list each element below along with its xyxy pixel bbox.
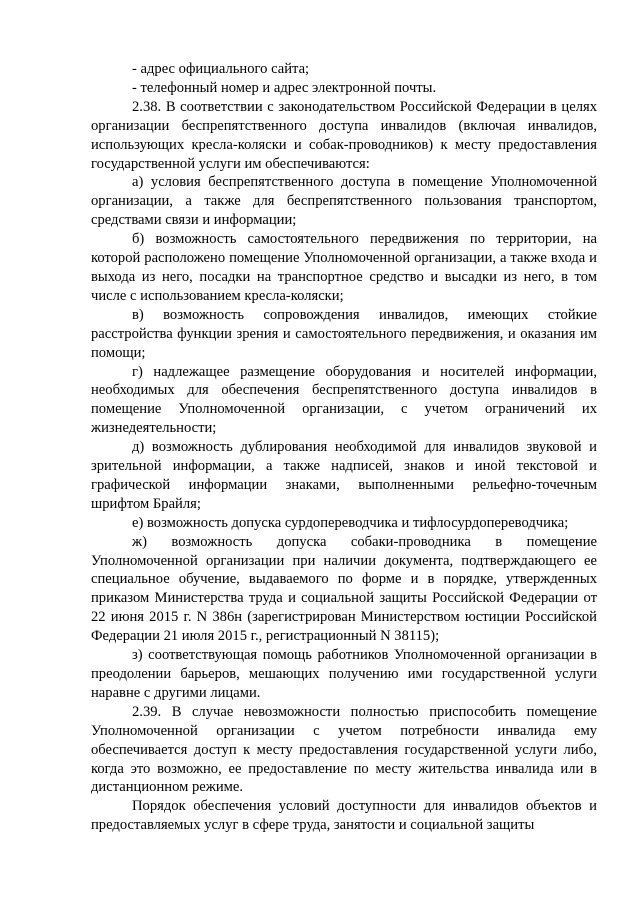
paragraph-2-38-a: а) условия беспрепятственного доступа в помещение Уполномоченной организации, а также для беспрепятственного пользования транспортом, средствами связи и информации; (91, 174, 597, 229)
paragraph-2-38: 2.38. В соответствии с законодательством Российской Федерации в целях организации беспрепятственного доступа инвалидов (включая инвалидов, использующих кресла-коляски и собак-проводников) к месту предоставления государственной услуги им обеспечиваются: (91, 98, 597, 172)
paragraph-2-38-e: е) возможность допуска сурдопереводчика и тифлосурдопереводчика; (132, 514, 569, 531)
paragraph-2-38-zh: ж) возможность допуска собаки-проводника в помещение Уполномоченной организации при наличии документа, подтверждающего ее специальное обучение, выдаваемого по форме и в порядке, утвержденных приказом Министерства труда и социальной защиты Российской Федерации от 22 июня 2015 г. N 386н (зарегистрирован Министерством юстиции Российской Федерации 21 июля 2015 г., регистрационный N 38115); (91, 533, 597, 645)
paragraph-2-39: 2.39. В случае невозможности полностью приспособить помещение Уполномоченной организации с учетом потребности инвалида ему обеспечивается доступ к месту предоставления государственной услуги либо, когда это возможно, ее предоставление по месту жительства инвалида или в дистанционном режиме. (91, 703, 597, 796)
document-body (91, 60, 597, 835)
paragraph-2-38-b: б) возможность самостоятельного передвижения по территории, на которой расположено помещение Уполномоченной организации, а также входа и выхода из него, посадки на транспортное средство и высадки из него, в том числе с использованием кресла-коляски; (91, 231, 597, 304)
paragraph-2-38-d: д) возможность дублирования необходимой для инвалидов звуковой и зрительной информации, а также надписей, знаков и иной текстовой и графической информации знаками, выполненными рельефно-точечным шрифтом Брайля; (91, 439, 597, 512)
paragraph-website-address: - адрес официального сайта; (132, 61, 310, 77)
paragraph-2-38-z: з) соответствующая помощь работников Уполномоченной организации в преодолении барьеров, мешающих получению ими государственной услуги наравне с другими лицами. (91, 647, 597, 701)
paragraph-phone-email: - телефонный номер и адрес электронной почты. (132, 79, 437, 96)
paragraph-2-38-g: г) надлежащее размещение оборудования и носителей информации, необходимых для обеспечения беспрепятственного доступа инвалидов в помещение Уполномоченной организации, с учетом ограничений их жизнедеятельности; (91, 363, 597, 437)
paragraph-2-38-v: в) возможность сопровождения инвалидов, имеющих стойкие расстройства функции зрения и самостоятельного передвижения, и оказания им помощи; (91, 306, 597, 361)
paragraph-accessibility-procedure: Порядок обеспечения условий доступности для инвалидов объектов и предоставляемых услуг в сфере труда, занятости и социальной защиты (91, 798, 597, 834)
